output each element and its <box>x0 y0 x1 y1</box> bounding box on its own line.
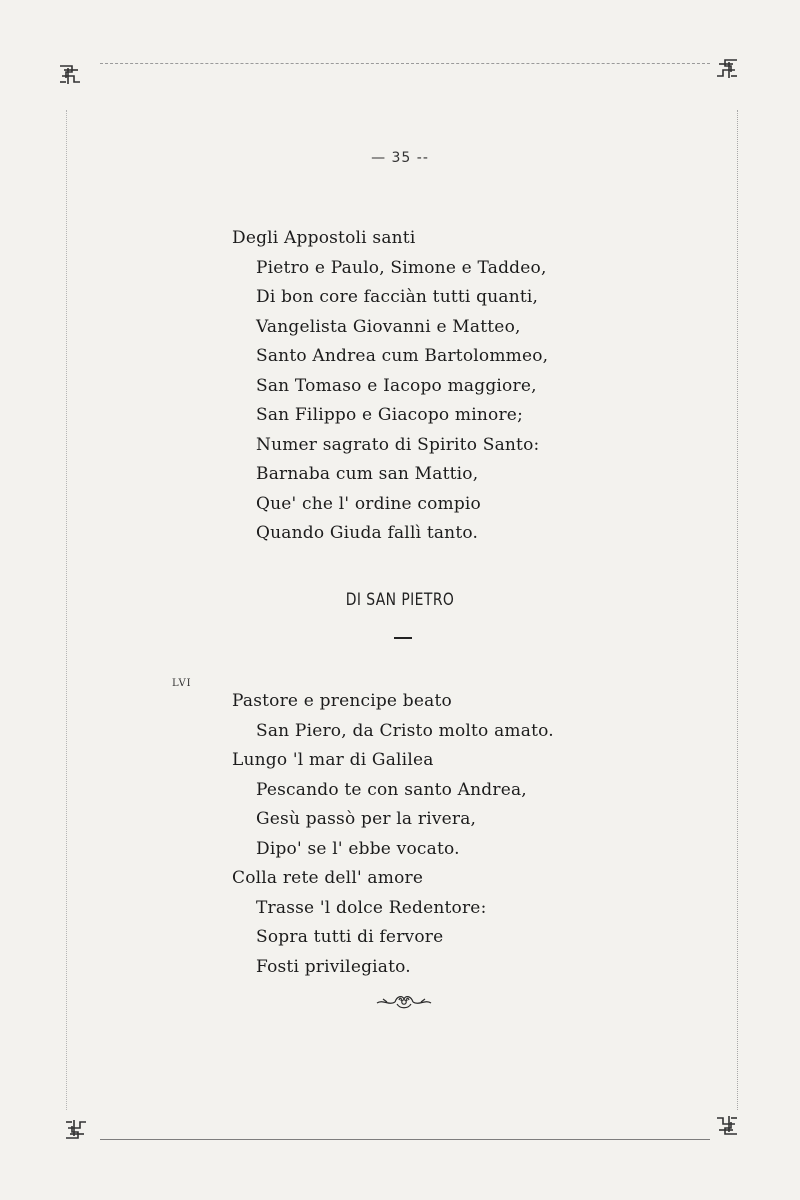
verse-line: Degli Appostoli santi <box>232 228 416 248</box>
verse-line: Numer sagrato di Spirito Santo: <box>256 434 540 455</box>
stanza-apostles <box>232 224 548 549</box>
verse-line: Pastore e prencipe beato <box>232 691 452 711</box>
verse-line: Lungo 'l mar di Galilea <box>232 750 434 770</box>
verse-line: Pietro e Paulo, Simone e Taddeo, <box>256 257 547 278</box>
frame-right-border <box>737 110 738 1110</box>
verse-line: Sopra tutti di fervore <box>256 927 444 947</box>
title-divider <box>394 637 412 639</box>
verse-line: San Tomaso e Iacopo maggiore, <box>256 375 537 396</box>
frame-top-border <box>100 63 710 64</box>
floral-tailpiece-icon <box>375 990 433 1012</box>
verse-line: Di bon core facciàn tutti quanti, <box>256 287 539 307</box>
verse-line: Barnaba cum san Mattio, <box>256 464 479 484</box>
verse-line: Colla rete dell' amore <box>232 868 424 888</box>
frame-bottom-border <box>100 1139 710 1140</box>
verse-line: Quando Giuda fallì tanto. <box>256 523 479 543</box>
page-number: — 35 -- <box>371 150 429 166</box>
verse-line: San Filippo e Giacopo minore; <box>256 405 523 425</box>
fret-corner-icon <box>64 1118 88 1142</box>
section-title: DI SAN PIETRO <box>345 590 455 610</box>
verse-line: Vangelista Giovanni e Matteo, <box>256 316 521 337</box>
fret-corner-icon <box>715 56 739 80</box>
fret-corner-icon <box>715 1114 739 1138</box>
fret-corner-icon <box>58 62 82 86</box>
verse-line: Trasse 'l dolce Redentore: <box>256 897 487 918</box>
verse-line: Santo Andrea cum Bartolommeo, <box>256 346 549 366</box>
verse-line: Fosti privilegiato. <box>256 956 411 977</box>
verse-line: Que' che l' ordine compio <box>256 493 481 514</box>
frame-left-border <box>66 110 67 1110</box>
verse-line: Gesù passò per la rivera, <box>256 809 477 829</box>
verse-line: San Piero, da Cristo molto amato. <box>256 720 554 741</box>
verse-line: Dipo' se l' ebbe vocato. <box>256 838 460 859</box>
stanza-number: LVI <box>172 678 192 689</box>
verse-line: Pescando te con santo Andrea, <box>256 779 527 800</box>
stanza-san-pietro <box>232 687 554 982</box>
